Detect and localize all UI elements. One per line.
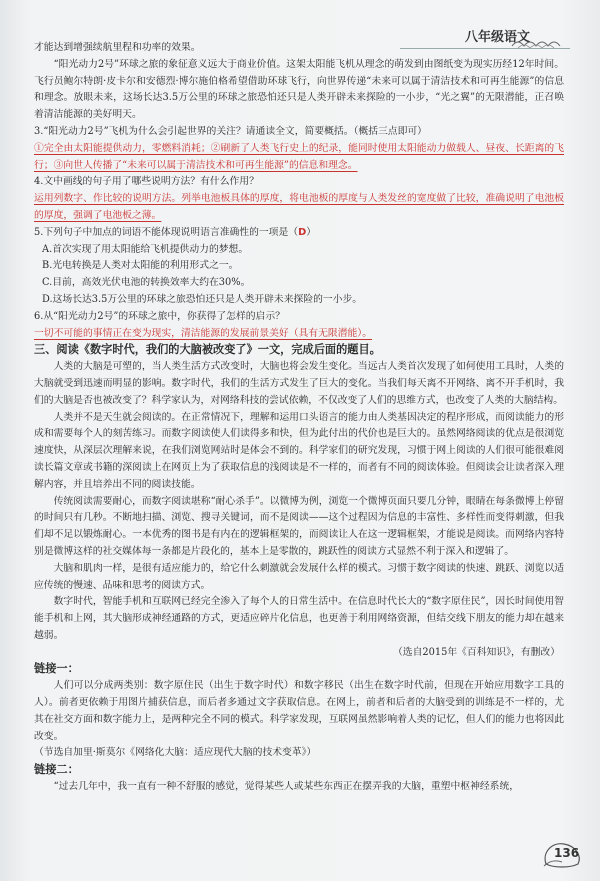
answer-6: 一切不可能的事情正在变为现实，清洁能源的发展前景美好（具有无限潜能）。 xyxy=(34,327,372,339)
link-2-label: 链接二： xyxy=(34,763,79,777)
question-3: 3.“阳光动力2号”飞机为什么会引起世界的关注？请通读全文，简要概括。（概括三点即可） xyxy=(34,125,427,137)
option-a: A.首次实现了用太阳能给飞机提供动力的梦想。 xyxy=(42,243,249,255)
answer-4: 运用列数字、作比较的说明方法。列举电池板具体的厚度，将电池板的厚度与人类发丝的宽度做了比较，准确说明了电池板的厚度，强调了电池板之薄。 xyxy=(34,193,564,221)
option-d: D.这场长达3.5万公里的环球之旅恐怕还只是人类开辟未来探险的一小步。 xyxy=(42,293,363,305)
text-line: 才能达到增强续航里程和功率的效果。 xyxy=(34,42,201,53)
section-3-paragraph: 人类并不是天生就会阅读的。在正常情况下，理解和运用口头语言的能力由人类基因决定的程序形成，而阅读能力的形成和需要每个人的刻苦练习。而数字阅读使人们读得多和快，但为此付出的代价也是巨大的。虽然网络阅读的优点是很浏览速度快，从深层次理解来说，在我们浏览网站时是体会不到的。科学家们的研究发现，习惯于网上阅读的人们很可能很难阅读长篇文章或书籍的深阅读上在网页上为了获取信息的浅阅读是不一样的，而者有不同的阅读体验。但阅读会让读者深入理解内容，并且培养出不同的阅读技能。 xyxy=(34,411,564,490)
question-5-suffix: ） xyxy=(306,226,317,238)
answer-3: ①完全由太阳能提供动力，零燃料消耗；②刷新了人类飞行史上的纪录，能同时使用太阳能动力做载人、昼夜、长距离的飞行；③向世人传播了“未来可以属于清洁技术和可再生能源”的信息和理念。 xyxy=(34,142,564,171)
section-3-paragraph: 数字时代，智能手机和互联网已经完全渗入了每个人的日常生活中。在信息时代长大的“数字原住民”，因长时间使用智能手机和上网，其大脑形成神经通路的方式，更适应碎片化信息，也更善于利用网络资源，但结交线下朋友的能力却在越来越弱。 xyxy=(34,596,564,641)
question-6: 6.从“阳光动力2号”的环球之旅中，你获得了怎样的启示？ xyxy=(34,310,285,322)
section-3-paragraph: 传统阅读需要耐心，而数字阅读堪称“耐心杀手”。以微博为例，浏览一个微博页面只要几分钟，眼睛在每条微博上停留的时间只有几秒。不断地扫描、浏览、搜寻关键词，而不是阅读——这个过程因为信息的丰富性、多样性而变得刺激，但我们却不足以锻炼耐心。一本优秀的图书是有内在的逻辑框架的，而阅读让人在这一逻辑框架，才能说是阅读。而网络内容特别是微博这样的社交媒体每一条都是片段化的，基本上是零散的，跳跃性的阅读方式显然不利于深入和逻辑了。 xyxy=(34,495,564,557)
page-number: 136 xyxy=(554,846,580,860)
question-4: 4.文中画线的句子用了哪些说明方法？有什么作用？ xyxy=(34,176,259,188)
section-3-title: 三、阅读《数字时代，我们的大脑被改变了》一文，完成后面的题目。 xyxy=(34,343,381,357)
page-number-badge xyxy=(540,838,584,870)
header-title: 八年级语文 xyxy=(464,30,530,45)
content-area xyxy=(34,40,564,796)
section-3-paragraph: 人类的大脑是可塑的，当人类生活方式改变时，大脑也将会发生变化。当远古人类首次发现了如何使用工具时，人类的大脑就受到迅速而明显的影响。数字时代，我们的生活方式发生了巨大的变化。当我们每天离不开网络、离不开手机时，我们的大脑是否也被改变了？科学家认为，对网络科技的尝试依赖，不仅改变了人们的思维方式，也改变了人类的大脑结构。 xyxy=(34,361,564,406)
section-3-source: （选自2015年《百科知识》，有删改） xyxy=(393,646,560,658)
option-c: C.目前，高效光伏电池的转换效率大约在30%。 xyxy=(42,277,251,289)
link-1-label: 链接一： xyxy=(34,662,79,676)
link-2-text: “过去几年中，我一直有一种不舒服的感觉，觉得某些人或某些东西正在摆弄我的大脑，重塑中枢神经系统， xyxy=(53,781,520,793)
option-b: B.光电转换是人类对太阳能的利用形式之一。 xyxy=(42,260,239,272)
question-5-prefix: 5.下列句子中加点的词语不能体现说明语言准确性的一项是（ xyxy=(34,226,299,238)
text-paragraph: “阳光动力2号”环球之旅的象征意义远大于商业价值。这架太阳能飞机从理念的萌发到由图纸变为现实历经12年时间。飞行员鲍尔特朗·皮卡尔和安德烈·博尔施伯格希望借助环球飞行，向世界传递“未来可以属于清洁技术和可再生能源”的信息和理念。放眼未来，这场长达3.5万公里的环球之旅恐怕还只是人类开辟未来探险的一小步，“光之翼”的无限潜能，正召唤着清洁能源的美好明天。 xyxy=(34,58,564,121)
link-1-text: 人们可以分成两类别：数字原住民（出生于数字时代）和数字移民（出生在数字时代前，但现在开始应用数字工具的人）。前者更依赖于用图片捕获信息，而后者多通过文字获取信息。在网上，前者和后者的大脑受到的训练是不一样的，尤其在社交方面和数字能力上，是两种完全不同的模式。科学家发现，互联网虽然影响着人类的记忆，但人们的能力也将因此改变。 xyxy=(34,680,564,742)
link-1-source: （节选自加里·斯莫尔《网络化大脑：适应现代大脑的技术变革》） xyxy=(34,747,317,759)
question-5 xyxy=(34,225,564,242)
answer-5: D xyxy=(298,226,307,238)
section-3-paragraph: 大脑和肌肉一样，是很有适应能力的，给它什么刺激就会发展什么样的模式。习惯于数字阅读的快速、跳跃、浏览以适应传统的慢速、品味和思考的阅读方式。 xyxy=(34,562,564,591)
